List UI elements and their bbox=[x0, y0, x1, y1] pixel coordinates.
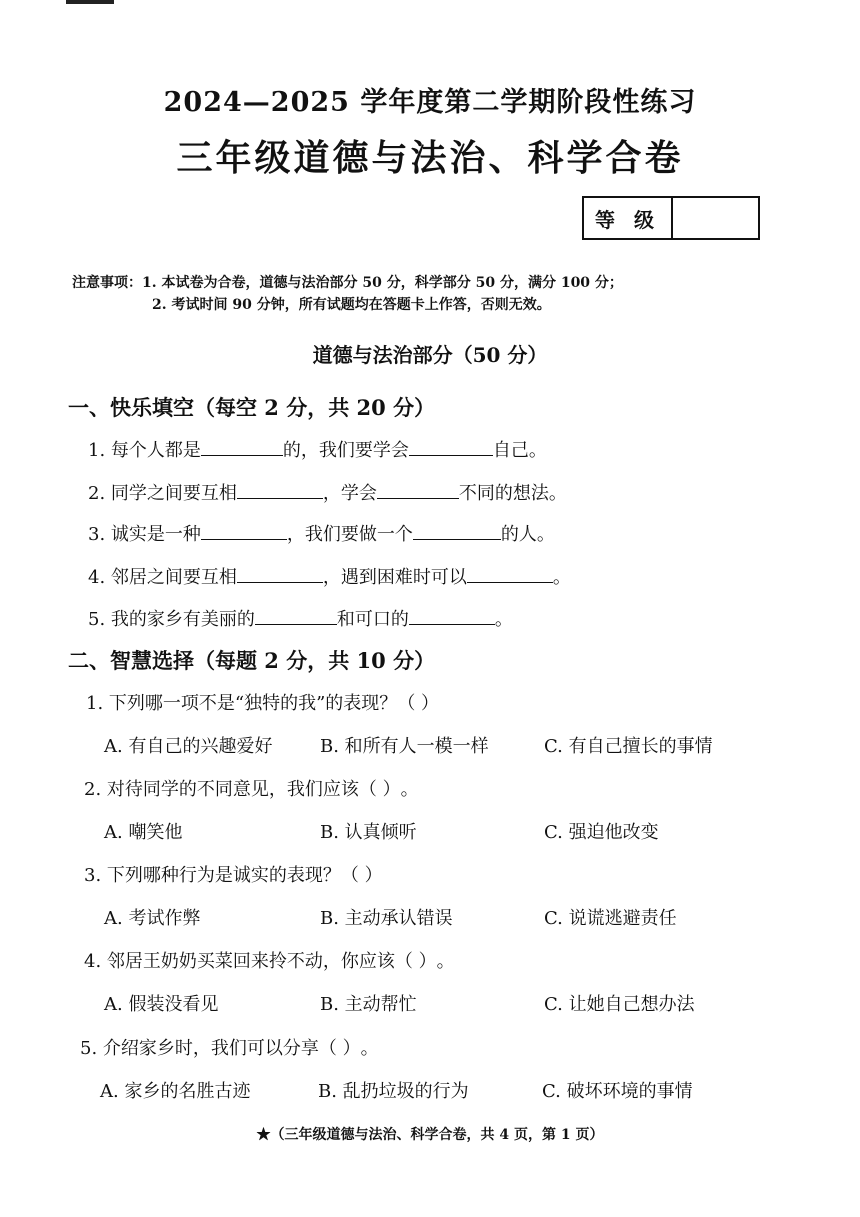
fill-question bbox=[88, 436, 547, 462]
option-a[interactable]: A. 家乡的名胜古迹 bbox=[100, 1081, 251, 1102]
exam-notes bbox=[72, 272, 623, 316]
page-footer: ★（三年级道德与法治、科学合卷，共 4 页，第 1 页） bbox=[256, 1127, 604, 1143]
option-b[interactable]: B. 主动承认错误 bbox=[320, 908, 453, 929]
question-end: 。 bbox=[360, 1038, 379, 1059]
answer-blank[interactable] bbox=[467, 564, 553, 583]
question-text: 3. 诚实是一种 bbox=[88, 524, 201, 545]
option-b[interactable]: B. 和所有人一模一样 bbox=[320, 736, 489, 757]
question-text: 不同的想法。 bbox=[458, 483, 567, 504]
question-end: 。 bbox=[400, 779, 419, 800]
question-text: 。 bbox=[494, 609, 513, 630]
option-c[interactable]: C. 让她自己想办法 bbox=[544, 994, 695, 1015]
option-c[interactable]: C. 说谎逃避责任 bbox=[544, 908, 677, 929]
question-text: 的，我们要学会 bbox=[282, 440, 409, 461]
answer-paren[interactable]: （ ） bbox=[394, 951, 437, 972]
question-text: ，我们要做一个 bbox=[286, 524, 413, 545]
question-text: 5. 我的家乡有美丽的 bbox=[88, 609, 255, 630]
question-text: 2. 同学之间要互相 bbox=[88, 483, 237, 504]
question-stem: 5. 介绍家乡时，我们可以分享 bbox=[80, 1038, 319, 1059]
fill-question bbox=[88, 605, 513, 631]
choice-question bbox=[84, 861, 383, 887]
grade-box bbox=[582, 196, 760, 240]
fill-question bbox=[88, 520, 555, 546]
answer-blank[interactable] bbox=[413, 521, 501, 540]
scan-mark bbox=[66, 0, 114, 4]
question-text: 的人。 bbox=[500, 524, 555, 545]
answer-blank[interactable] bbox=[409, 437, 493, 456]
question-text: ，学会 bbox=[322, 483, 377, 504]
answer-paren[interactable]: （ ） bbox=[397, 693, 440, 714]
notes-line-1: 注意事项：1. 本试卷为合卷，道德与法治部分 50 分，科学部分 50 分，满分 100 分； bbox=[72, 275, 623, 291]
question-stem: 4. 邻居王奶奶买菜回来拎不动，你应该 bbox=[84, 951, 395, 972]
answer-blank[interactable] bbox=[201, 521, 287, 540]
answer-paren[interactable]: （ ） bbox=[318, 1038, 361, 1059]
answer-blank[interactable] bbox=[237, 480, 323, 499]
choice-question bbox=[84, 775, 419, 801]
answer-blank[interactable] bbox=[409, 606, 495, 625]
option-a[interactable]: A. 有自己的兴趣爱好 bbox=[104, 736, 273, 757]
section-heading: 一、快乐填空（每空 2 分，共 20 分） bbox=[68, 395, 436, 420]
answer-blank[interactable] bbox=[255, 606, 337, 625]
choice-question bbox=[80, 1034, 379, 1060]
answer-blank[interactable] bbox=[377, 480, 459, 499]
fill-question bbox=[88, 479, 567, 505]
question-stem: 3. 下列哪种行为是诚实的表现？ bbox=[84, 865, 341, 886]
option-a[interactable]: A. 假装没看见 bbox=[104, 994, 219, 1015]
grade-label: 等 级 bbox=[584, 198, 673, 238]
question-text: 和可口的 bbox=[336, 609, 409, 630]
question-text: 自己。 bbox=[492, 440, 547, 461]
option-a[interactable]: A. 嘲笑他 bbox=[104, 822, 183, 843]
choice-question bbox=[86, 689, 439, 715]
option-c[interactable]: C. 强迫他改变 bbox=[544, 822, 659, 843]
option-b[interactable]: B. 乱扔垃圾的行为 bbox=[318, 1081, 469, 1102]
question-stem: 1. 下列哪一项不是“独特的我”的表现？ bbox=[86, 693, 398, 714]
question-text: 。 bbox=[552, 567, 571, 588]
answer-blank[interactable] bbox=[237, 564, 323, 583]
option-b[interactable]: B. 认真倾听 bbox=[320, 822, 417, 843]
option-c[interactable]: C. 有自己擅长的事情 bbox=[544, 736, 713, 757]
option-a[interactable]: A. 考试作弊 bbox=[104, 908, 201, 929]
exam-subtitle: 三年级道德与法治、科学合卷 bbox=[176, 137, 684, 179]
section-heading: 二、智慧选择（每题 2 分，共 10 分） bbox=[68, 648, 436, 673]
answer-blank[interactable] bbox=[201, 437, 283, 456]
question-text: 1. 每个人都是 bbox=[88, 440, 201, 461]
choice-question bbox=[84, 947, 455, 973]
question-text: 4. 邻居之间要互相 bbox=[88, 567, 237, 588]
exam-title: 2024—2025 学年度第二学期阶段性练习 bbox=[163, 87, 697, 118]
question-text: ，遇到困难时可以 bbox=[322, 567, 467, 588]
grade-value-cell bbox=[673, 198, 758, 238]
option-c[interactable]: C. 破坏环境的事情 bbox=[542, 1081, 693, 1102]
answer-paren[interactable]: （ ） bbox=[358, 779, 401, 800]
option-b[interactable]: B. 主动帮忙 bbox=[320, 994, 417, 1015]
part-title: 道德与法治部分（50 分） bbox=[312, 343, 548, 367]
question-end: 。 bbox=[436, 951, 455, 972]
question-stem: 2. 对待同学的不同意见，我们应该 bbox=[84, 779, 359, 800]
fill-question bbox=[88, 563, 571, 589]
notes-line-2: 2. 考试时间 90 分钟，所有试题均在答题卡上作答，否则无效。 bbox=[152, 297, 551, 313]
answer-paren[interactable]: （ ） bbox=[340, 865, 383, 886]
